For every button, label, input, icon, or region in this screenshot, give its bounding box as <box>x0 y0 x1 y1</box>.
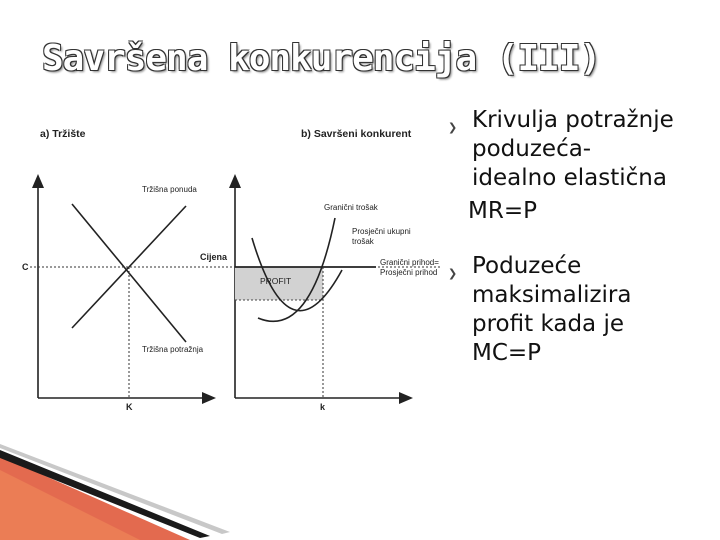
slide-title: Savršena konkurencija (III) <box>42 38 601 79</box>
quantity-label-k-lower: k <box>320 402 326 412</box>
marginal-cost-label: Granični trošak <box>324 203 378 212</box>
economics-diagram <box>0 110 440 430</box>
bullet-item-1 <box>448 106 720 226</box>
panel-a-y-arrow-icon <box>32 174 44 188</box>
demand-label: Tržišna potražnja <box>142 345 204 354</box>
average-total-cost-label-2: trošak <box>352 237 374 246</box>
marginal-revenue-label-2: Prosječni prihod <box>380 268 438 277</box>
panel-a-heading: a) Tržište <box>40 128 86 140</box>
panel-b-x-arrow-icon <box>399 392 413 404</box>
bullet-text-1-extra: MR=P <box>468 198 537 224</box>
marginal-revenue-label-1: Granični prihod= <box>380 258 439 267</box>
panel-b-y-arrow-icon <box>229 174 241 188</box>
average-total-cost-label-1: Prosječni ukupni <box>352 227 411 236</box>
bullet-text-2: Poduzeće maksimalizira profit kada je MC=P <box>472 253 632 366</box>
profit-label: PROFIT <box>260 276 292 286</box>
arrow-bullet-icon: ❯ <box>448 121 458 134</box>
bullet-list <box>448 106 720 368</box>
bullet-item-2 <box>448 252 720 368</box>
arrow-bullet-icon: ❯ <box>448 267 458 280</box>
panel-b-heading: b) Savršeni konkurent <box>301 128 412 140</box>
firm-price-label: Cijena <box>200 252 228 262</box>
corner-decoration <box>0 440 720 540</box>
quantity-label-k-upper: K <box>126 402 133 412</box>
price-label-c: C <box>22 262 29 272</box>
bullet-text-1: Krivulja potražnje poduzeća- idealno elastična <box>472 107 674 191</box>
supply-label: Tržišna ponuda <box>142 185 197 194</box>
panel-a-x-arrow-icon <box>202 392 216 404</box>
